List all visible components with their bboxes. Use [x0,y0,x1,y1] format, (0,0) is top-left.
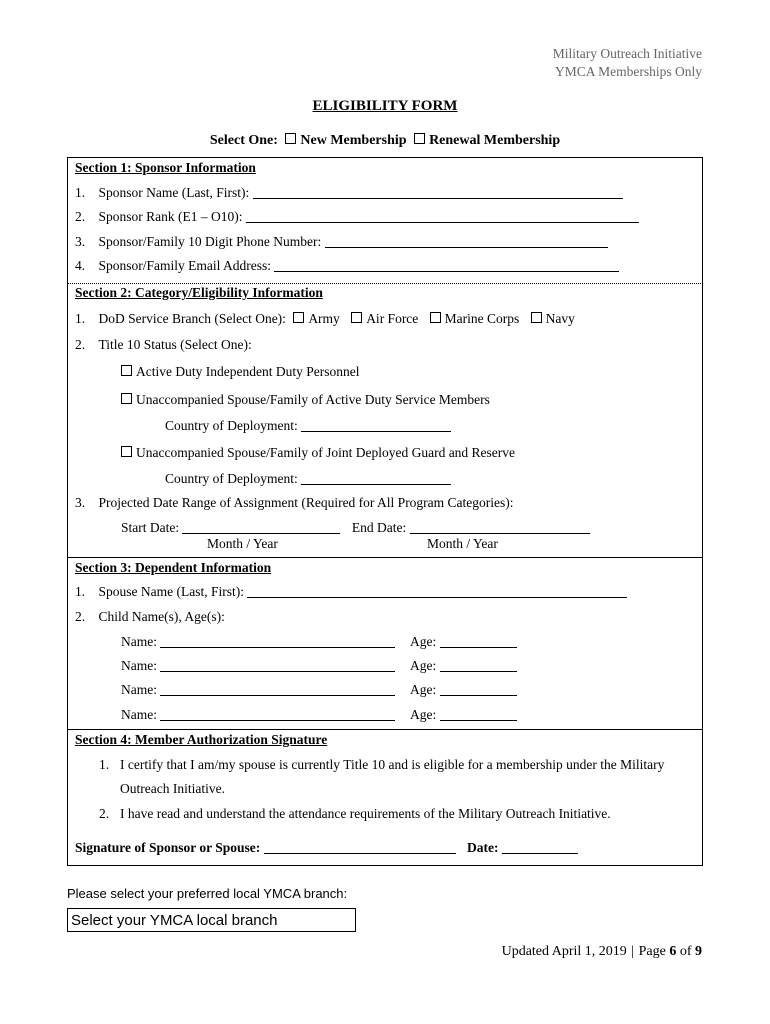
title10-label: Title 10 Status (Select One): [98,337,252,352]
child-row-4 [121,707,395,723]
child-age-row-3 [410,682,517,698]
active-duty-checkbox[interactable] [121,365,132,376]
section3-heading: Section 3: Dependent Information [75,560,272,575]
date-range-row [75,495,514,511]
sponsor-rank-label: Sponsor Rank (E1 – O10): [98,209,243,224]
spouse-name-field[interactable] [247,585,627,598]
phone-field[interactable] [325,235,608,248]
active-duty-label: Active Duty Independent Duty Personnel [136,364,360,379]
page-number: 6 [669,944,677,959]
child-row-3 [121,682,395,698]
start-date-label: Start Date: [121,520,180,535]
sponsor-name-label: Sponsor Name (Last, First): [98,185,250,200]
spouse-active-duty-checkbox[interactable] [121,393,132,404]
status-option-3 [121,445,515,461]
child-name-label: Name: [121,634,157,649]
child-age-field-2[interactable] [440,659,517,672]
certify-line-1: I certify that I am/my spouse is currently Title 10 and is eligible for a membership under the Military [120,757,665,772]
child-name-label: Name: [121,658,157,673]
country-label: Country of Deployment: [165,418,298,433]
start-month-year-hint: Month / Year [207,536,278,551]
army-checkbox[interactable] [293,312,304,323]
spouse-name-label: Spouse Name (Last, First): [98,584,244,599]
renewal-membership-label: Renewal Membership [429,133,561,148]
item-number: 3. [75,495,86,510]
marine-corps-checkbox[interactable] [430,312,441,323]
section2-heading: Section 2: Category/Eligibility Information [75,285,323,300]
air-force-checkbox[interactable] [351,312,362,323]
start-end-row [121,520,590,536]
child-names-row [75,609,225,625]
item-number: 1. [75,584,86,599]
child-age-label: Age: [410,658,437,673]
child-age-row-1 [410,634,517,650]
item-number: 4. [75,258,86,273]
updated-date: Updated April 1, 2019 [501,944,627,959]
certify-item-number: 1. [99,757,110,772]
air-force-label: Air Force [366,311,419,326]
item-number: 1. [75,185,86,200]
service-branch-row [75,311,575,327]
item-number: 1. [75,311,86,326]
country-field-1[interactable] [301,419,451,432]
child-name-field-2[interactable] [160,659,395,672]
spouse-name-row [75,584,627,600]
service-branch-label: DoD Service Branch (Select One): [98,311,286,326]
select-one-label: Select One: [209,133,278,148]
certify-line-2: Outreach Initiative. [120,781,225,796]
end-month-year-hint: Month / Year [427,536,498,551]
child-row-1 [121,634,395,650]
signature-date-field[interactable] [502,841,578,854]
header-line-1: Military Outreach Initiative [552,46,702,61]
navy-checkbox[interactable] [531,312,542,323]
form-title: ELIGIBILITY FORM [312,98,458,114]
navy-label: Navy [545,311,575,326]
child-age-row-4 [410,707,517,723]
child-names-label: Child Name(s), Age(s): [98,609,225,624]
start-date-field[interactable] [182,521,340,534]
country-label: Country of Deployment: [165,471,298,486]
sponsor-name-field[interactable] [253,186,623,199]
branch-prompt: Please select your preferred local YMCA branch: [67,886,348,901]
email-field[interactable] [274,259,619,272]
phone-label: Sponsor/Family 10 Digit Phone Number: [98,234,322,249]
status-option-2 [121,392,490,408]
section-divider-3 [67,729,703,730]
signature-label: Signature of Sponsor or Spouse: [75,840,261,855]
spouse-active-duty-label: Unaccompanied Spouse/Family of Active Duty Service Members [136,392,490,407]
child-row-2 [121,658,395,674]
item-number: 2. [75,609,86,624]
section4-heading: Section 4: Member Authorization Signature [75,732,328,747]
signature-row [75,840,578,856]
child-age-label: Age: [410,634,437,649]
child-name-field-4[interactable] [160,708,395,721]
end-date-label: End Date: [351,520,407,535]
page-total: 9 [695,944,702,959]
country-field-2[interactable] [301,472,451,485]
title10-row [75,337,252,353]
new-membership-checkbox[interactable] [285,133,296,144]
child-name-label: Name: [121,707,157,722]
renewal-membership-checkbox[interactable] [414,133,425,144]
membership-type-row [0,133,770,149]
header-line-2: YMCA Memberships Only [554,64,702,79]
section-divider-2 [67,557,703,558]
email-row [75,258,619,274]
spouse-guard-reserve-checkbox[interactable] [121,446,132,457]
child-age-label: Age: [410,707,437,722]
child-name-label: Name: [121,682,157,697]
status-option-1 [121,364,359,380]
child-age-field-4[interactable] [440,708,517,721]
section1-heading: Section 1: Sponsor Information [75,160,256,175]
new-membership-label: New Membership [300,133,407,148]
branch-select[interactable]: Select your YMCA local branch [67,908,356,932]
signature-field[interactable] [264,841,456,854]
phone-row [75,234,608,250]
signature-date-label: Date: [467,840,499,855]
item-number: 2. [75,337,86,352]
sponsor-rank-field[interactable] [246,210,639,223]
spouse-guard-reserve-label: Unaccompanied Spouse/Family of Joint Deployed Guard and Reserve [136,445,516,460]
item-number: 2. [75,209,86,224]
attendance-item-number: 2. [99,806,110,821]
email-label: Sponsor/Family Email Address: [98,258,272,273]
army-label: Army [308,311,340,326]
date-range-label: Projected Date Range of Assignment (Required for All Program Categories): [98,495,514,510]
sponsor-name-row [75,185,623,201]
section-divider-1 [67,283,703,284]
child-age-label: Age: [410,682,437,697]
country-row-2 [165,471,451,487]
marine-corps-label: Marine Corps [444,311,520,326]
end-date-field[interactable] [410,521,590,534]
page-word: Page [638,944,666,959]
child-age-field-1[interactable] [440,635,517,648]
child-name-field-1[interactable] [160,635,395,648]
child-name-field-3[interactable] [160,683,395,696]
country-row-1 [165,418,451,434]
child-age-field-3[interactable] [440,683,517,696]
child-age-row-2 [410,658,517,674]
footer: Updated April 1, 2019 | Page 6 of 9 [501,944,702,959]
attendance-statement: I have read and understand the attendance requirements of the Military Outreach Initiative. [120,806,611,821]
item-number: 3. [75,234,86,249]
sponsor-rank-row [75,209,639,225]
of-word: of [679,944,692,959]
